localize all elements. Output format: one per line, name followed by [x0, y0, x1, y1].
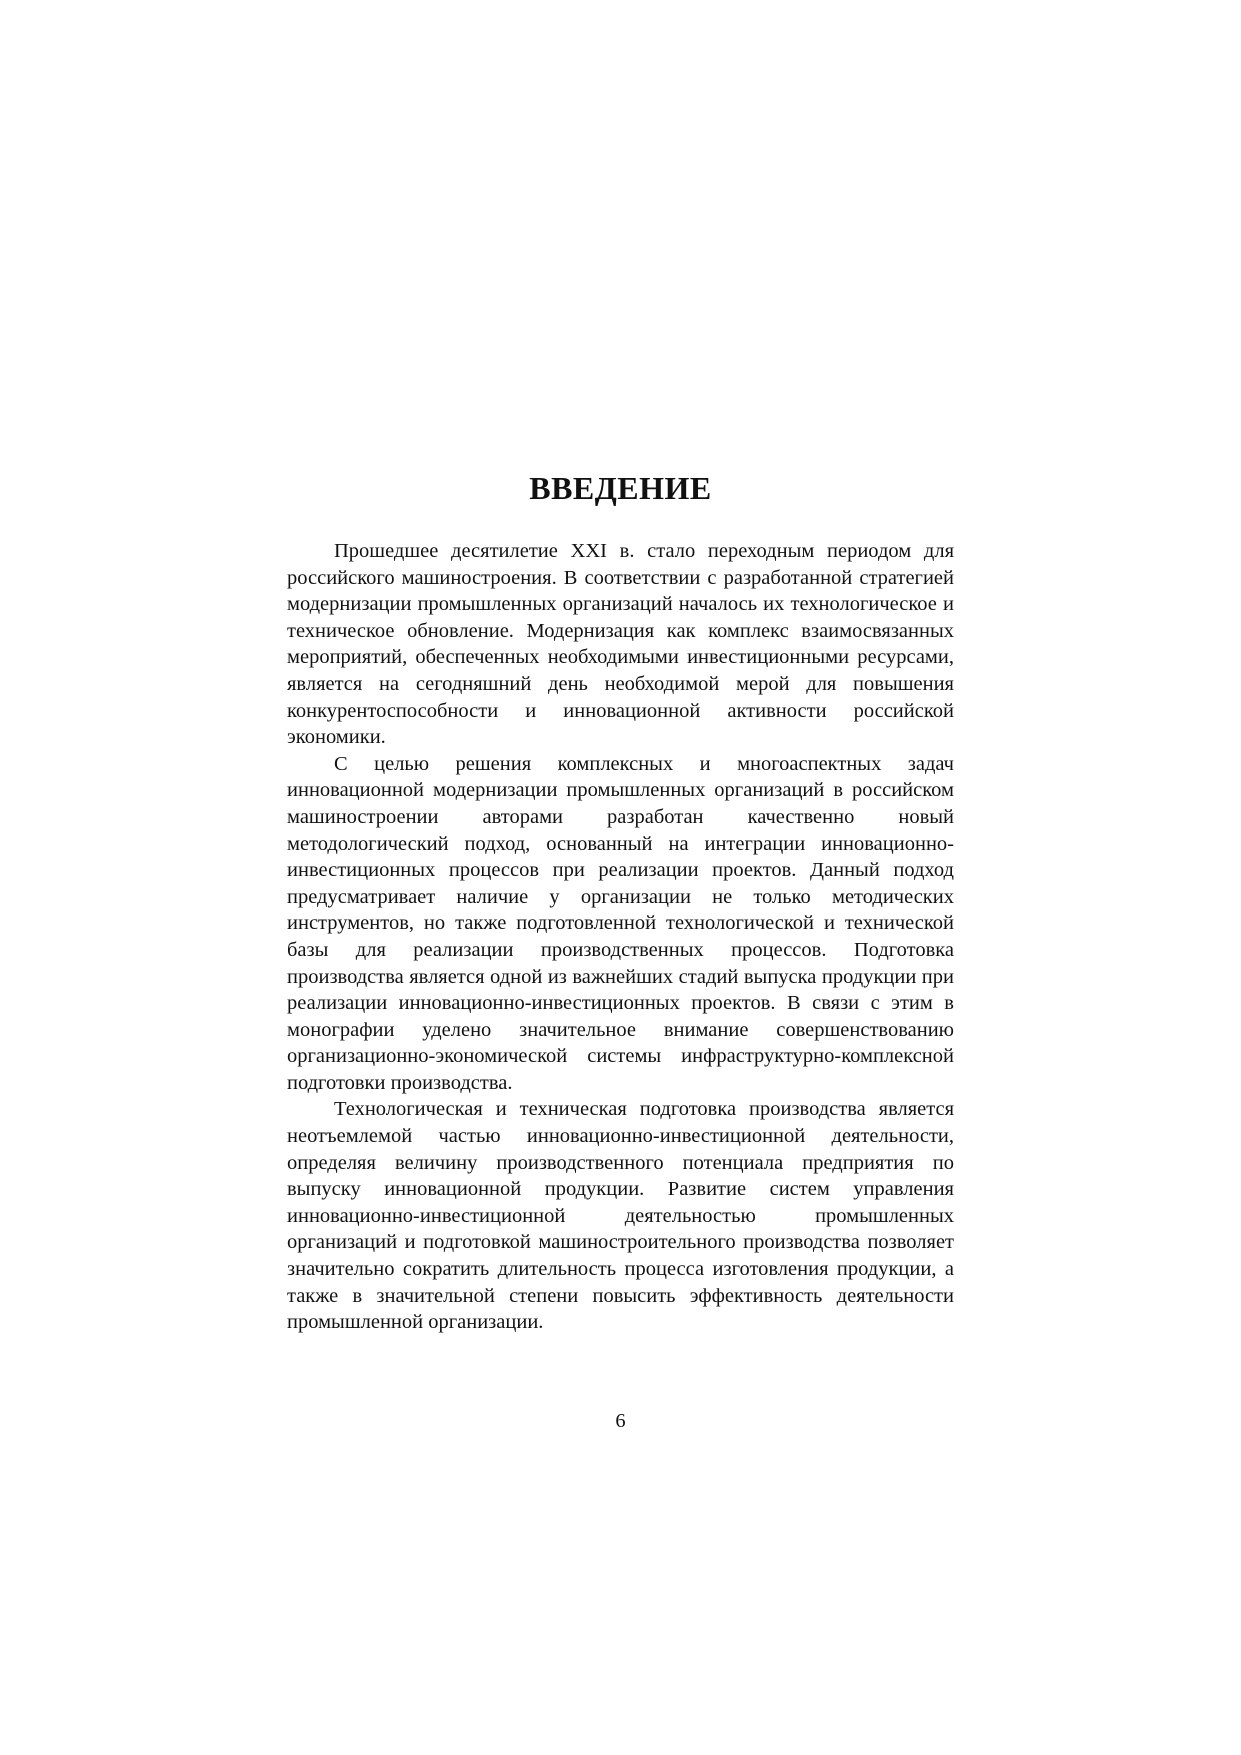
paragraph-2: С целью решения комплексных и многоаспектных задач инновационной модернизации промышленных организаций в российском машиностроении авторами разработан качественно новый методологический подход, основанный на интеграции инновационно-инвестиционных процессов при реализации проектов. Данный подход предусматривает наличие у организации не только методических инструментов, но также подготовленной технологической и технической базы для реализации производственных процессов. Подготовка производства является одной из важнейших стадий выпуска продукции при реализации инновационно-инвестиционных проектов. В связи с этим в монографии уделено значительное внимание совершенствованию организационно-экономической системы инфраструктурно-комплексной подготовки производства. [287, 752, 954, 1094]
paragraph-1: Прошедшее десятилетие XXI в. стало переходным периодом для российского машиностроения. В соответствии с разработанной стратегией модернизации промышленных организаций началось их технологическое и техническое обновление. Модернизация как комплекс взаимосвязанных мероприятий, обеспеченных необходимыми инвестиционными ресурсами, является на сегодняшний день необходимой мерой для повышения конкурентоспособности и инновационной активности российской экономики. [287, 540, 954, 749]
page-number: 6 [615, 1410, 626, 1432]
paragraph-3: Технологическая и техническая подготовка производства является неотъемлемой частью инновационно-инвестиционной деятельности, определяя величину производственного потенциала предприятия по выпуску инновационной продукции. Развитие систем управления инновационно-инвестиционной деятельностью промышленных организаций и подготовкой машиностроительного производства позволяет значительно сократить длительность процесса изготовления продукции, а также в значительной степени повысить эффективность деятельности промышленной организации. [287, 1098, 954, 1334]
text-body [287, 538, 954, 1336]
page-title: ВВЕДЕНИЕ [529, 470, 712, 506]
